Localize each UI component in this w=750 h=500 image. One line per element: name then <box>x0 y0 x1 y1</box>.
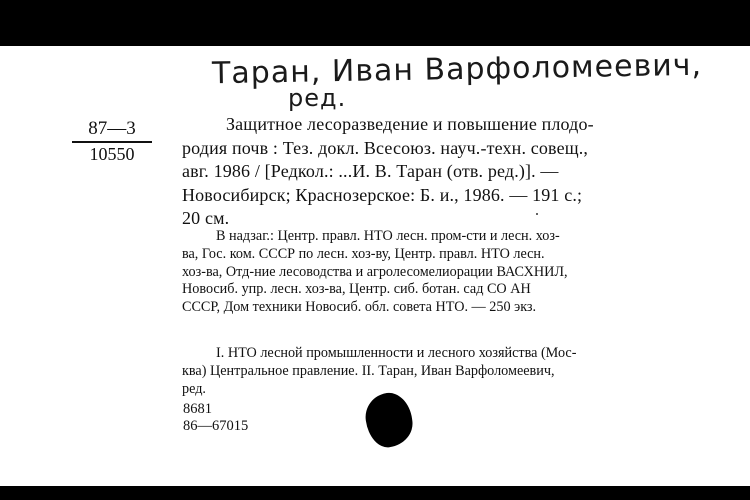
entry-line: Новосибирск; Краснозерское: Б. и., 1986. — 191 с.; <box>182 184 583 205</box>
added-entry-line: ред. <box>182 381 206 397</box>
entry-line: родия почв : Тез. докл. Всесоюз. науч.-техн. совещ., <box>182 137 589 158</box>
added-entry-line: ква) Центральное правление. II. Таран, Иван Варфоломеевич, <box>182 363 555 379</box>
added-entry-line: I. НТО лесной промышленности и лесного хозяйства (Мос- <box>216 345 577 361</box>
note-line: ва, Гос. ком. СССР по лесн. хоз-ву, Центр. правл. НТО лесн. <box>182 245 545 262</box>
notes-section <box>182 228 718 317</box>
top-scan-border <box>0 0 750 46</box>
call-number-bottom: 10550 <box>89 144 135 164</box>
note-line: Новосиб. упр. лесн. хоз-ва, Центр. сиб. ботан. сад СО АН <box>182 281 531 298</box>
card-order-number: 86—67015 <box>183 417 249 434</box>
entry-line: 20 см. <box>182 208 230 228</box>
bottom-scan-border <box>0 486 750 500</box>
call-number <box>72 118 152 164</box>
bibliographic-entry <box>182 113 718 231</box>
entry-line: авг. 1986 / [Редкол.: ...И. В. Таран (отв. ред.)]. — <box>182 161 559 181</box>
note-line: хоз-ва, Отд-ние лесоводства и агролесомелиорации ВАСХНИЛ, <box>182 263 568 280</box>
ink-blot <box>362 390 415 450</box>
entry-line: Защитное лесоразведение и повышение плодо- <box>226 114 594 134</box>
note-line: В надзаг.: Центр. правл. НТО лесн. пром-сти и лесн. хоз- <box>216 228 560 244</box>
call-number-divider <box>72 141 152 143</box>
ink-speck <box>536 213 538 215</box>
card-numbers <box>183 401 248 434</box>
handwritten-name: Таран, Иван Варфоломеевич, <box>211 47 703 92</box>
accession-number: 8681 <box>183 401 212 417</box>
handwritten-role: ред. <box>288 84 347 112</box>
note-line: СССР, Дом техники Новосиб. обл. совета НТО. — 250 экз. <box>182 299 537 316</box>
call-number-top: 87—3 <box>88 118 136 139</box>
added-entries <box>182 344 718 398</box>
